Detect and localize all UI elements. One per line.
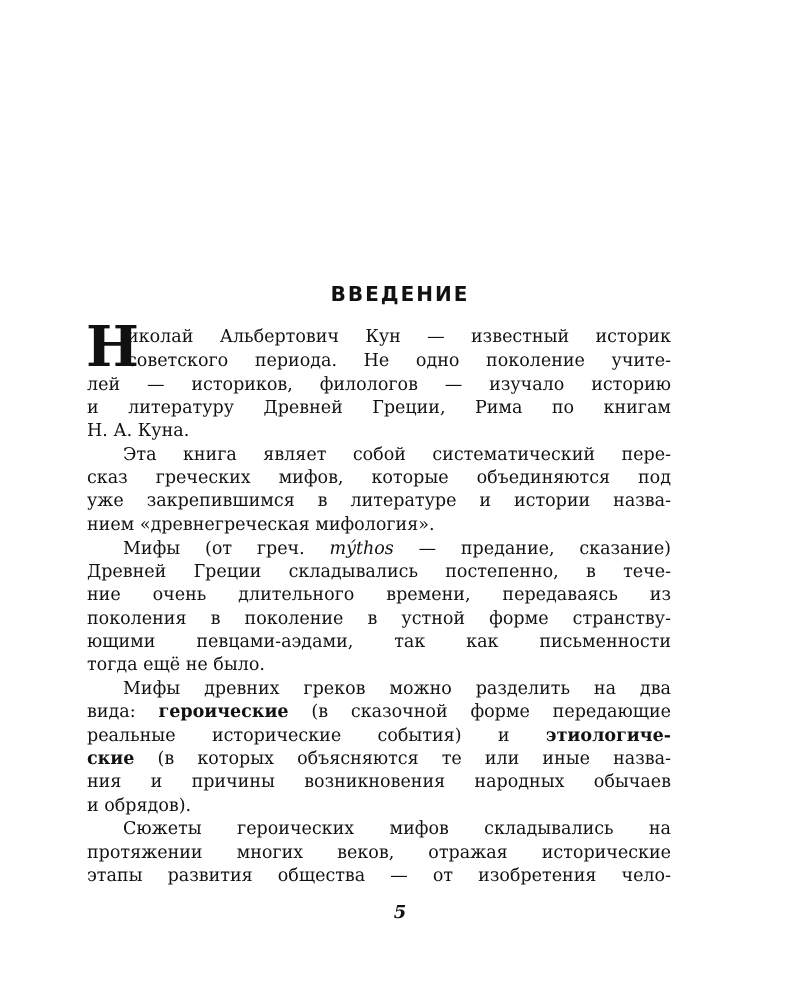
text-line: лей — историков, филологов — изучало историю bbox=[87, 375, 671, 395]
greek-term: mýthos bbox=[329, 539, 394, 559]
text-line: тогда ещё не было. bbox=[87, 655, 265, 675]
text-span: вида: bbox=[87, 702, 159, 722]
text-span: Мифы (от греч. bbox=[123, 539, 330, 559]
text-line: Древней Греции складывались постепенно, в тече- bbox=[87, 562, 671, 582]
chapter-heading: ВВЕДЕНИЕ bbox=[330, 282, 470, 306]
text-line: ющими певцами-аэдами, так как письменности bbox=[87, 632, 671, 652]
text-line: ние очень длительного времени, передаваясь из bbox=[87, 585, 671, 605]
text-line: Мифы древних греков можно разделить на два bbox=[123, 679, 671, 699]
bold-term: героические bbox=[158, 702, 289, 722]
text-line: протяжении многих веков, отражая исторические bbox=[87, 843, 671, 863]
text-line: этапы развития общества — от изобретения чело- bbox=[87, 866, 671, 886]
text-line bbox=[87, 725, 671, 747]
bold-term: ские bbox=[87, 749, 135, 769]
text-line: поколения в поколение в устной форме странству- bbox=[87, 609, 671, 629]
text-line bbox=[87, 748, 671, 770]
text-line: советского периода. Не одно поколение учите- bbox=[127, 351, 671, 371]
text-line bbox=[123, 538, 671, 560]
text-span: реальные исторические события) и bbox=[87, 726, 546, 746]
text-line: Н. А. Куна. bbox=[87, 421, 190, 441]
text-span: (в сказочной форме передающие bbox=[288, 702, 671, 722]
text-line: и литературу Древней Греции, Рима по книгам bbox=[87, 398, 671, 418]
text-line: Сюжеты героических мифов складывались на bbox=[123, 819, 671, 839]
text-line: нием «древнегреческая мифология». bbox=[87, 515, 435, 535]
text-line: иколай Альбертович Кун — известный историк bbox=[127, 327, 671, 347]
text-line: сказ греческих мифов, которые объединяются под bbox=[87, 468, 671, 488]
page-number: 5 bbox=[393, 902, 407, 923]
bold-term: этиологиче- bbox=[545, 726, 671, 746]
text-line: уже закрепившимся в литературе и истории назва- bbox=[87, 491, 671, 511]
text-span: — предание, сказание) bbox=[393, 539, 671, 559]
text-line: и обрядов). bbox=[87, 796, 192, 816]
text-line bbox=[87, 701, 671, 723]
text-span: (в которых объясняются те или иные назва- bbox=[134, 749, 671, 769]
drop-cap: Н bbox=[86, 314, 139, 380]
text-line: ния и причины возникновения народных обычаев bbox=[87, 772, 671, 792]
text-line: Эта книга являет собой систематический пере- bbox=[123, 445, 671, 465]
